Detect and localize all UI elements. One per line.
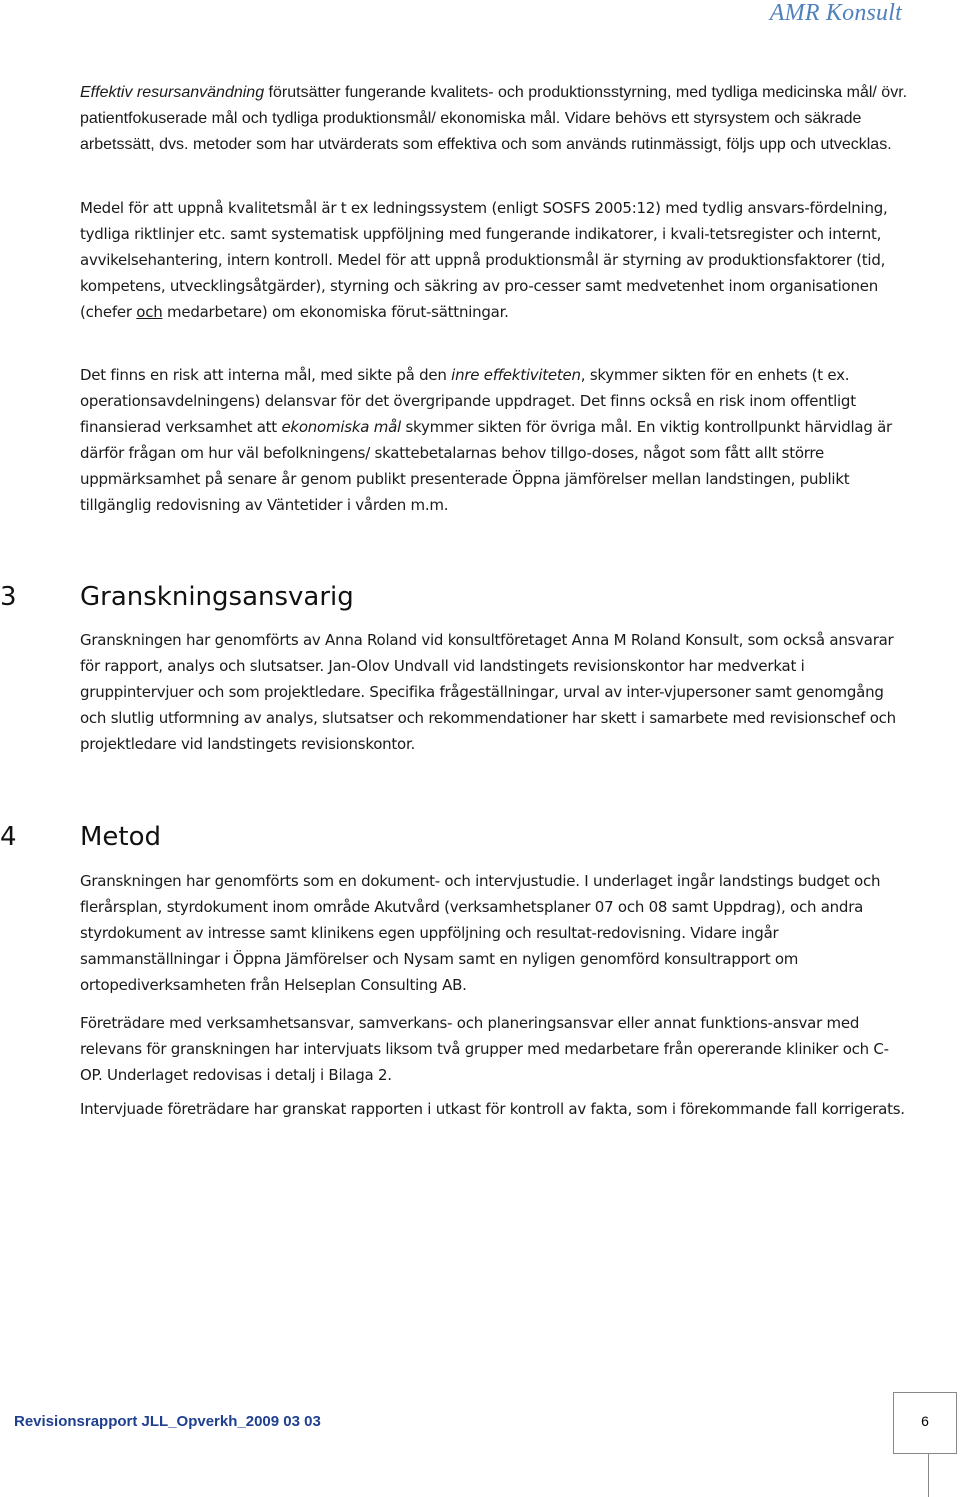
section-title: Granskningsansvarig <box>80 582 354 612</box>
page-number: 6 <box>921 1413 929 1429</box>
para2-text-b: medarbetare) om ekonomiska förut-sättningar. <box>162 303 509 321</box>
page-number-box <box>893 1392 957 1454</box>
section-number: 3 <box>0 582 17 612</box>
para2-underlined: och <box>136 303 163 321</box>
intro-emphasis: Effektiv resursanvändning <box>80 84 265 101</box>
paragraph-risk <box>80 362 910 518</box>
para3-emphasis-2: ekonomiska mål <box>281 418 401 436</box>
para3-text-c: skymmer sikten för övriga mål. En viktig kontrollpunkt härvidlag är därför frågan om hur väl befolkningens/ skattebetalarnas behov tillgo-doses, något som fått allt större uppmärksamhet på senare år genom publikt presenterade Öppna jämförelser mellan landstingen, publikt tillgänglig redovisning av Väntetider i vården m.m. <box>80 418 892 514</box>
para3-emphasis-1: inre effektiviteten <box>451 366 581 384</box>
intro-paragraph <box>80 80 910 158</box>
section4-text-1: Granskningen har genomförts som en dokument- och intervjustudie. I underlaget ingår landstings budget och flerårsplan, styrdokument inom område Akutvård (verksamhetsplaner 07 och 08 samt Uppdrag), och andra styrdokument av intresse samt klinikens egen uppföljning och resultat-redovisning. Vidare ingår sammanställningar i Öppna Jämförelser och Nysam samt en nyligen genomförd konsultrapport om ortopediverksamheten från Helseplan Consulting AB. <box>80 872 881 994</box>
section-number: 4 <box>0 822 17 852</box>
footer-document-name: Revisionsrapport JLL_Opverkh_2009 03 03 <box>14 1413 321 1430</box>
section4-paragraph-3 <box>80 1096 910 1122</box>
section3-paragraph <box>80 627 910 757</box>
para3-text-a: Det finns en risk att interna mål, med sikte på den <box>80 366 452 384</box>
paragraph-quality-means <box>80 195 910 325</box>
para2-text-a: Medel för att uppnå kvalitetsmål är t ex ledningssystem (enligt SOSFS 2005:12) med tydlig ansvars-fördelning, tydliga riktlinjer etc. samt systematisk uppföljning med fungerande indikatorer, i kvali-tetsregister och internt, avvikelsehantering, intern kontroll. Medel för att uppnå produktionsmål är styrning av produktionsfaktorer (tid, kompetens, utvecklingsåtgärder), styrning och säkring av pro-cesser samt medvetenhet inom organisationen (chefer <box>80 199 888 321</box>
section4-paragraph-2 <box>80 1010 910 1088</box>
header-brand: AMR Konsult <box>769 0 902 26</box>
footer-divider <box>928 1454 929 1497</box>
para3-text-b: , skymmer sikten för en enhets (t ex. operationsavdelningens) delansvar för det övergripande uppdraget. Det finns också en risk inom offentligt finansierad verksamhet att <box>80 366 856 436</box>
section4-text-2: Företrädare med verksamhetsansvar, samverkans- och planeringsansvar eller annat funktions-ansvar med relevans för granskningen har intervjuats liksom två grupper med medarbetare från opererande kliniker och C-OP. Underlaget redovisas i detalj i Bilaga 2. <box>80 1014 889 1084</box>
section3-text: Granskningen har genomförts av Anna Roland vid konsultföretaget Anna M Roland Konsult, som också ansvarar för rapport, analys och slutsatser. Jan-Olov Undvall vid landstingets revisionskontor har medverkat i gruppintervjuer och som projektledare. Specifika frågeställningar, urval av inter-vjupersoner samt genomgång och slutlig utformning av analys, slutsatser och rekommendationer har skett i samarbete med revisionschef och projektledare vid landstingets revisionskontor. <box>80 631 896 753</box>
section4-text-3: Intervjuade företrädare har granskat rapporten i utkast för kontroll av fakta, som i förekommande fall korrigerats. <box>80 1100 905 1118</box>
intro-text: förutsätter fungerande kvalitets- och produktionsstyrning, med tydliga medicinska mål/ övr. patientfokuserade mål och tydliga produktionsmål/ ekonomiska mål. Vidare behövs ett styrsystem och säkrade arbetssätt, dvs. metoder som har utvärderats som effektiva och som används rutinmässigt, följs upp och utvecklas. <box>80 84 908 153</box>
section-title: Metod <box>80 822 162 852</box>
section4-paragraph-1 <box>80 868 910 998</box>
